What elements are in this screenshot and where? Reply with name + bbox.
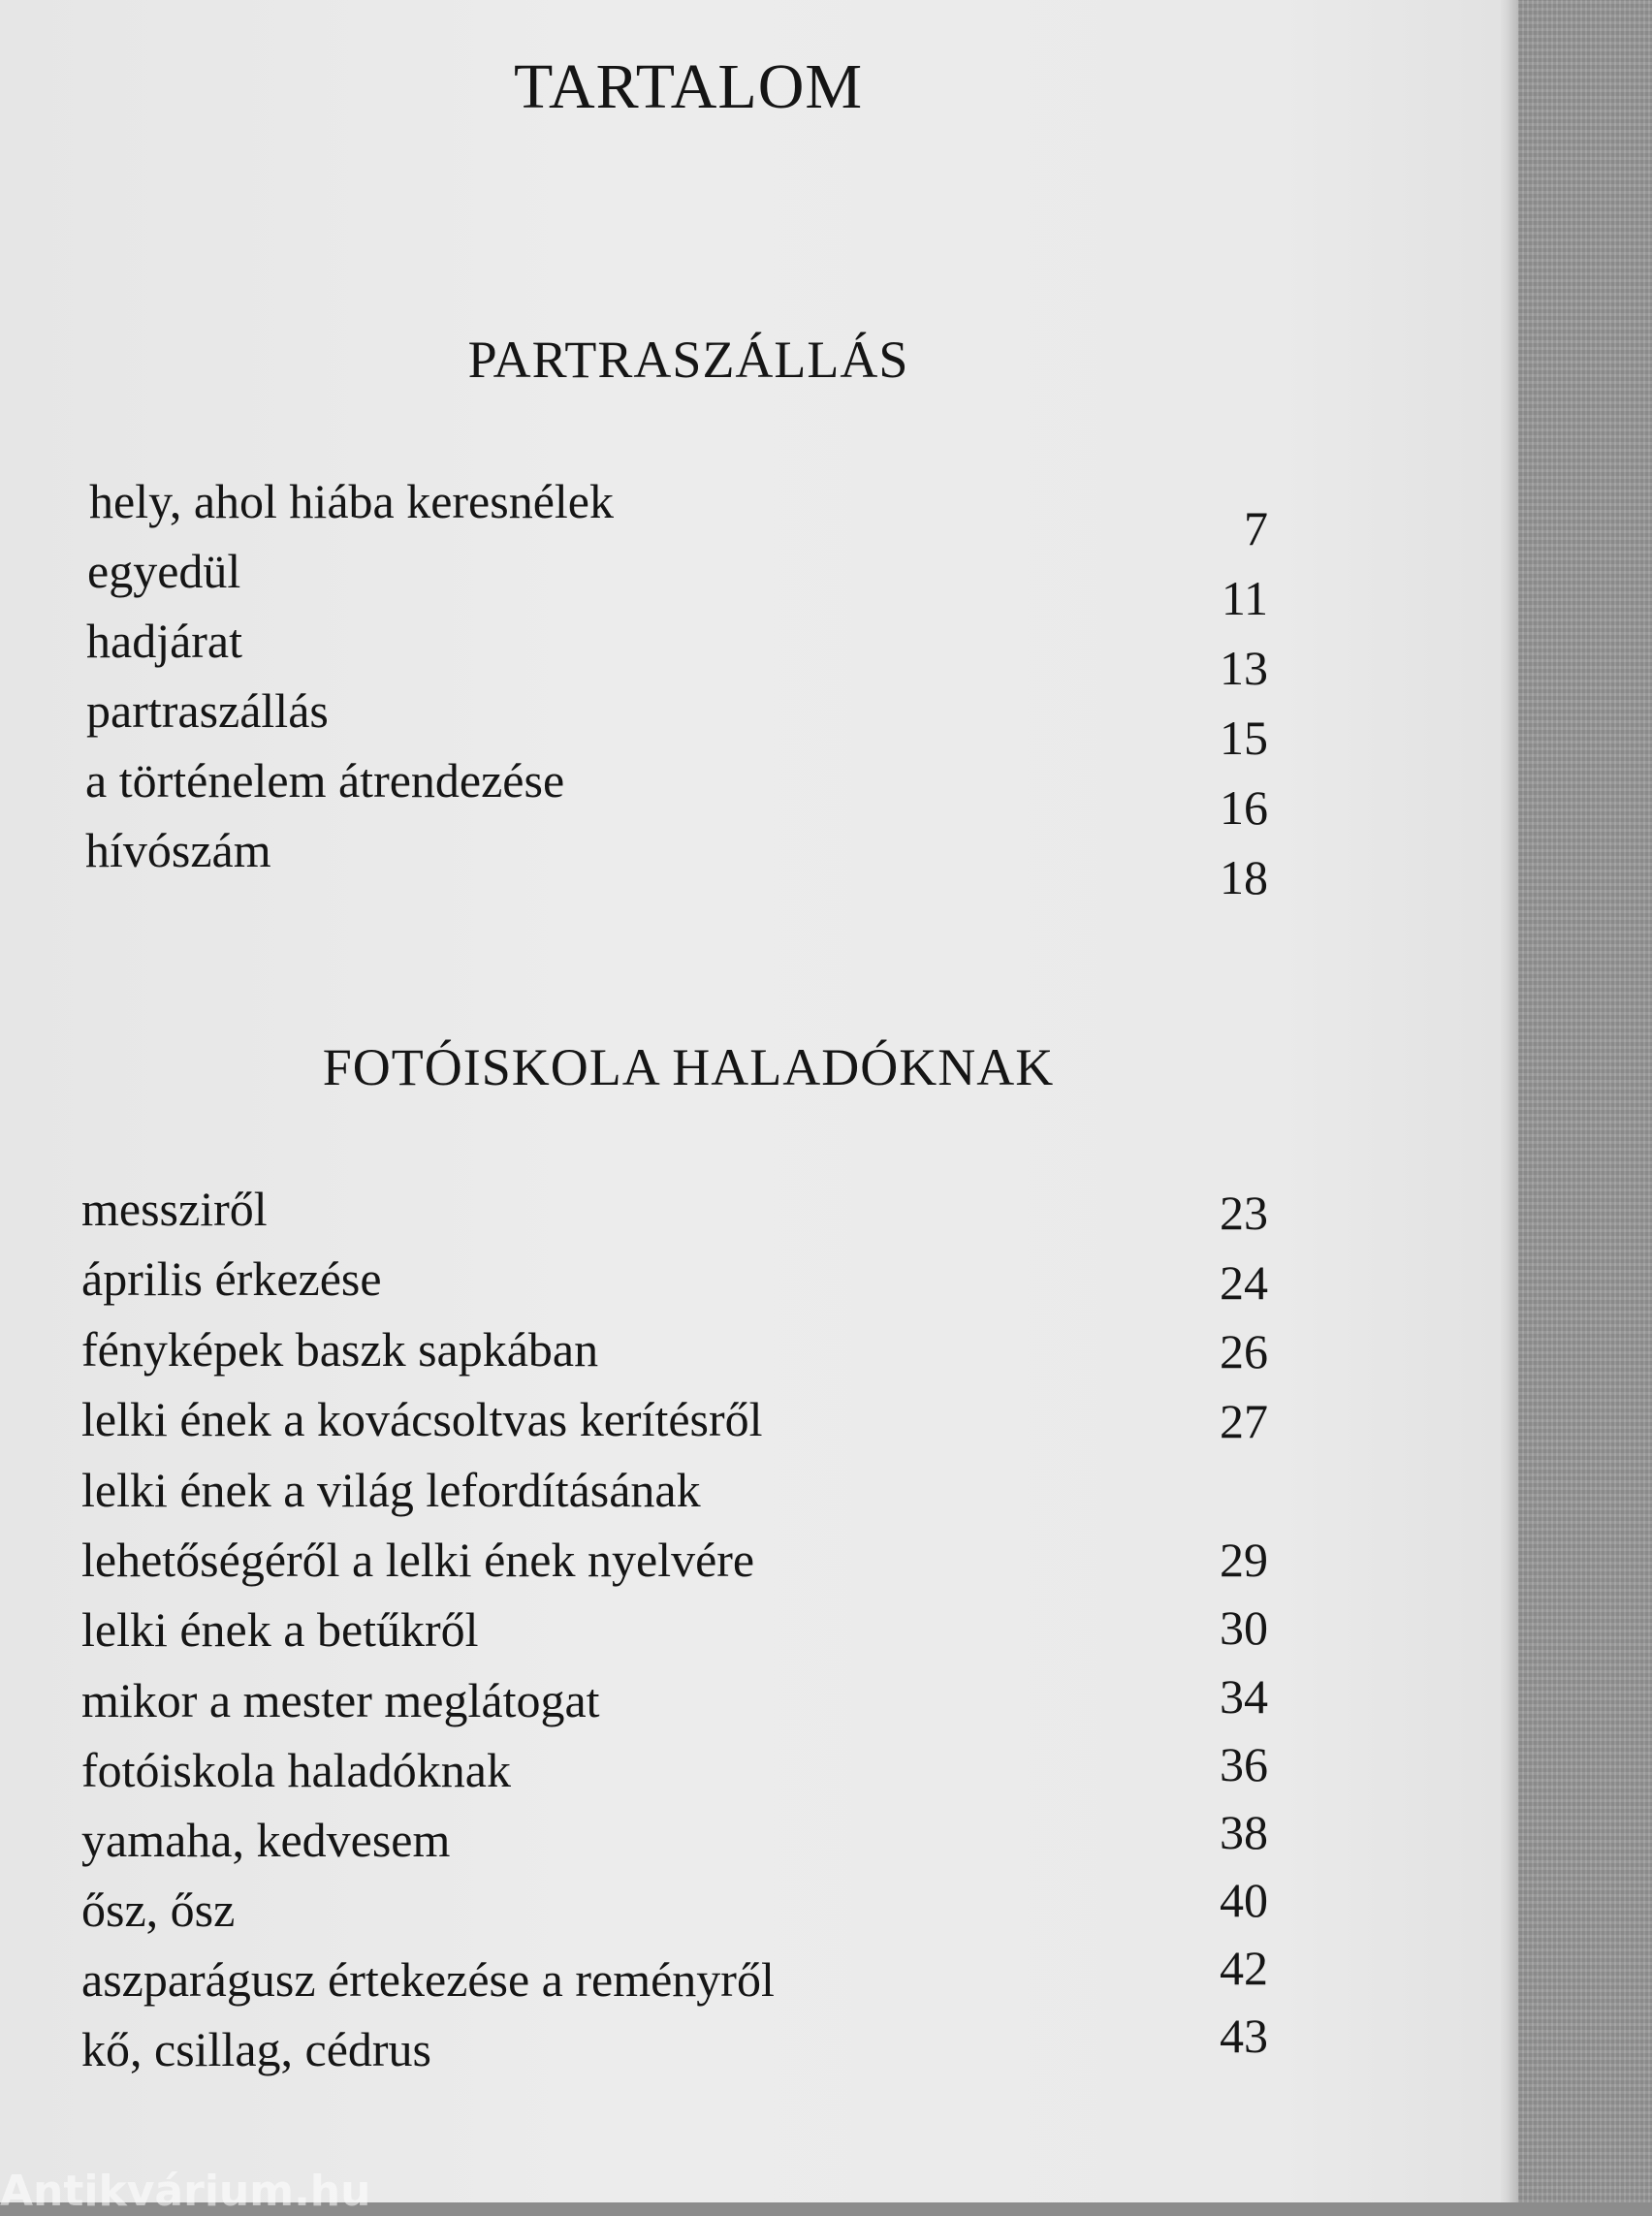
toc-entry <box>0 1391 1501 1461</box>
toc-entry-page: 40 <box>1220 1873 1268 1927</box>
toc-entry-page: 18 <box>1220 850 1268 904</box>
toc-entry <box>0 822 1501 904</box>
toc-entry-page: 16 <box>1220 780 1268 835</box>
toc-entry-title: hadjárat <box>86 614 243 668</box>
toc-entry <box>0 543 1501 625</box>
toc-entry <box>0 2009 1501 2091</box>
toc-entry-title: hely, ahol hiába keresnélek <box>89 474 614 528</box>
page-title: TARTALOM <box>513 51 864 122</box>
toc-entry-page: 29 <box>1220 1533 1268 1587</box>
toc-entry <box>0 1601 1501 1671</box>
toc-entry-title: aszparágusz értekezése a reményről <box>81 1952 775 2007</box>
toc-entry <box>0 1181 1501 1250</box>
toc-entry-page: 38 <box>1220 1805 1268 1859</box>
toc-entry-page: 24 <box>1220 1255 1268 1310</box>
toc-entry-page: 11 <box>1221 571 1268 625</box>
toc-entry <box>0 1941 1501 2021</box>
toc-entry-title: messziről <box>81 1182 268 1236</box>
toc-entry-title: egyedül <box>87 544 241 598</box>
toc-entry-page: 27 <box>1220 1394 1268 1448</box>
toc-entry-title: lelki ének a betűkről <box>81 1602 479 1657</box>
toc-entry <box>0 752 1501 835</box>
toc-entry-page: 26 <box>1220 1324 1268 1378</box>
toc-entry <box>0 682 1501 765</box>
toc-entry <box>0 473 1501 555</box>
toc-entry-page: 7 <box>1244 501 1268 555</box>
toc-entry <box>0 1462 1501 1532</box>
toc-entry-title: partraszállás <box>86 683 329 738</box>
toc-entry-title: fotóiskola haladóknak <box>81 1743 511 1797</box>
toc-entry-title: fényképek baszk sapkában <box>81 1322 599 1377</box>
toc-entry-title: mikor a mester meglátogat <box>81 1673 600 1727</box>
toc-entry-title: hívószám <box>85 823 271 877</box>
toc-entry <box>0 1250 1501 1320</box>
toc-entry-page: 15 <box>1220 711 1268 765</box>
toc-entry-page: 13 <box>1220 641 1268 695</box>
toc-entry-title: kő, csillag, cédrus <box>81 2022 432 2076</box>
section-title-partraszallas: PARTRASZÁLLÁS <box>467 331 909 389</box>
toc-entry <box>0 1737 1501 1812</box>
toc-entry-title: lelki ének a kovácsoltvas kerítésről <box>81 1392 763 1446</box>
section-title-fotoiskola: FOTÓISKOLA HALADÓKNAK <box>322 1038 1055 1096</box>
toc-entry <box>0 1873 1501 1951</box>
toc-entry <box>0 1532 1501 1601</box>
toc-entry-page: 36 <box>1220 1737 1268 1791</box>
desk-background <box>1508 0 1652 2202</box>
toc-entry-title: a történelem átrendezése <box>85 753 565 807</box>
watermark-text: Antikvárium.hu <box>0 2167 371 2216</box>
toc-entry-title: lehetőségéről a lelki ének nyelvére <box>81 1533 755 1587</box>
toc-entry-title: április érkezése <box>81 1251 382 1306</box>
toc-entry-title: ősz, ősz <box>81 1883 236 1937</box>
toc-entry <box>0 1805 1501 1882</box>
toc-entry <box>0 613 1501 695</box>
toc-entry-page: 34 <box>1220 1669 1268 1724</box>
toc-entry-title: lelki ének a világ lefordításának <box>81 1463 701 1517</box>
toc-entry-title: yamaha, kedvesem <box>81 1813 451 1867</box>
toc-entry <box>0 1321 1501 1391</box>
toc-entry <box>0 1669 1501 1742</box>
toc-entry-page: 23 <box>1220 1186 1268 1240</box>
toc-entry-page: 42 <box>1220 1941 1268 1995</box>
toc-entry-page: 43 <box>1220 2009 1268 2063</box>
toc-entry-page: 30 <box>1220 1600 1268 1655</box>
